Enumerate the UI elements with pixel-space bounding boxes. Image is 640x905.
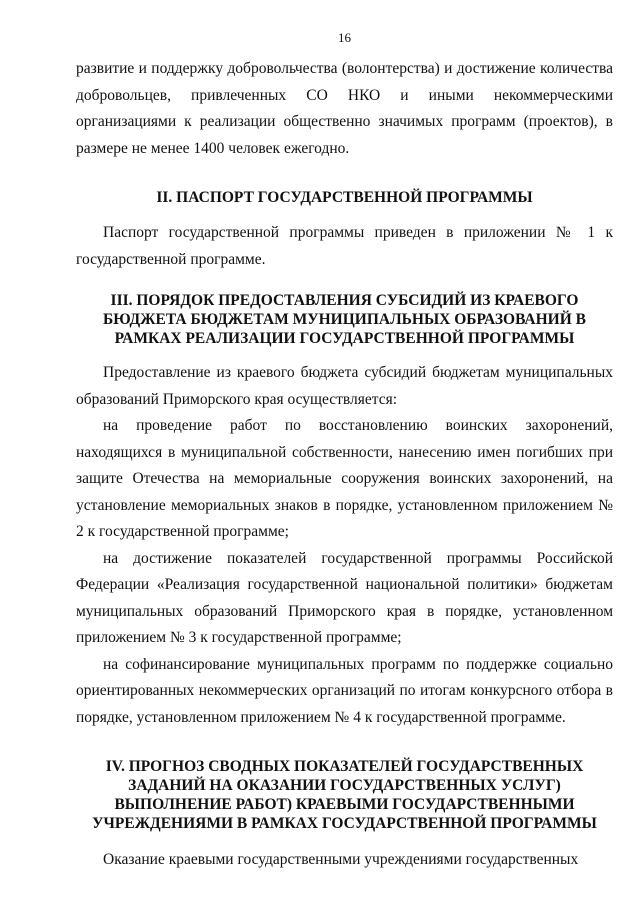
section-2-paragraph: Паспорт государственной программы приведен в приложении № 1 к государственной программе.: [76, 224, 613, 268]
section-2-heading: II. ПАСПОРТ ГОСУДАРСТВЕННОЙ ПРОГРАММЫ: [156, 189, 533, 206]
intro-paragraph: развитие и поддержку добровольчества (волонтерства) и достижение количества добровольцев, привлеченных СО НКО и иными некоммерческими организациями к реализации общественно значимых программ (проектов), в размере не менее 1400 человек ежегодно.: [76, 60, 613, 157]
section-3-paragraph: на софинансирование муниципальных программ по поддержке социально ориентированных некоммерческих организаций по итогам конкурсного отбора в порядке, установленном приложением № 4 к государственной программе.: [76, 655, 613, 726]
section-3-heading: III. ПОРЯДОК ПРЕДОСТАВЛЕНИЯ СУБСИДИЙ ИЗ КРАЕВОГО БЮДЖЕТА БЮДЖЕТАМ МУНИЦИПАЛЬНЫХ ОБРАЗОВАНИЙ В РАМКАХ РЕАЛИЗАЦИИ ГОСУДАРСТВЕННОЙ ПРОГРАММЫ: [102, 292, 587, 347]
section-3-paragraph: на проведение работ по восстановлению воинских захоронений, находящихся в муниципальной собственности, нанесению имен погибших при защите Отечества на мемориальные сооружения воинских захоронений, на установление мемориальных знаков в порядке, установленном приложением № 2 к государственной программе;: [76, 417, 613, 540]
section-3-paragraph: Предоставление из краевого бюджета субсидий бюджетам муниципальных образований Приморского края осуществляется:: [76, 364, 613, 408]
section-4-heading: IV. ПРОГНОЗ СВОДНЫХ ПОКАЗАТЕЛЕЙ ГОСУДАРСТВЕННЫХ ЗАДАНИЙ НА ОКАЗАНИИ ГОСУДАРСТВЕННЫХ УСЛУГ) ВЫПОЛНЕНИЕ РАБОТ) КРАЕВЫМИ ГОСУДАРСТВЕННЫМИ УЧРЕЖДЕНИЯМИ В РАМКАХ ГОСУДАРСТВЕННОЙ ПРОГРАММЫ: [92, 758, 597, 832]
section-4-paragraph: Оказание краевыми государственными учреждениями государственных: [103, 851, 579, 868]
page-number: 16: [338, 30, 351, 45]
section-3-paragraph: на достижение показателей государственной программы Российской Федерации «Реализация государственной национальной политики» бюджетам муниципальных образований Приморского края в порядке, установленном приложением № 3 к государственной программе;: [76, 549, 613, 646]
